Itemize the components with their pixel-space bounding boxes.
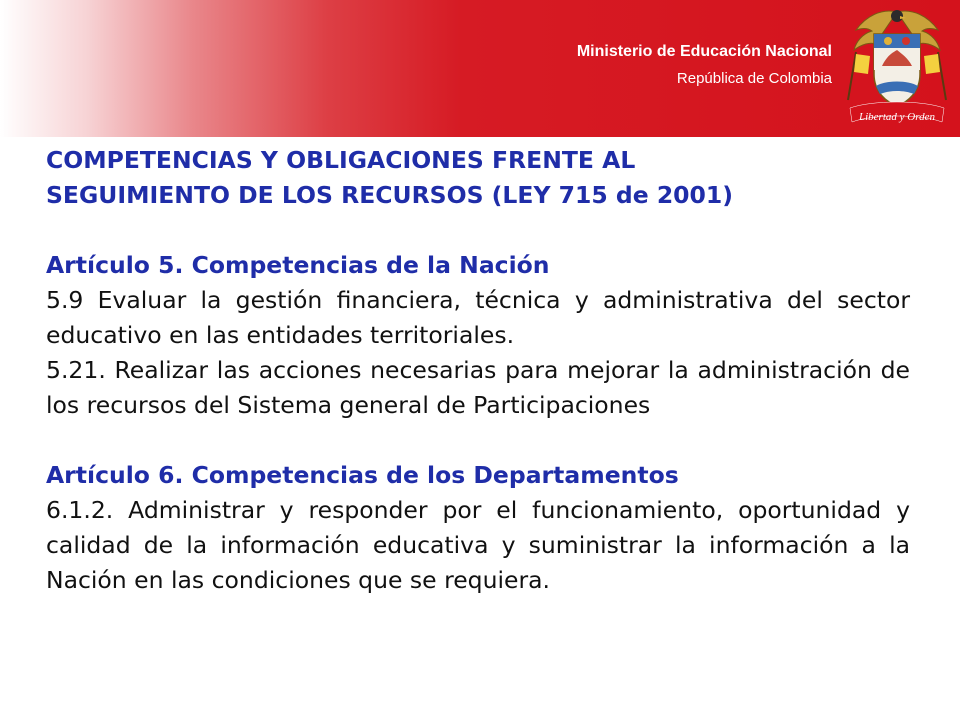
article5-item-5-9: 5.9 Evaluar la gestión financiera, técnica y administrativa del sector educativo en las entidades territoriales. xyxy=(46,286,910,349)
slide-title-line2: SEGUIMIENTO DE LOS RECURSOS (LEY 715 de 2001) xyxy=(46,181,733,209)
article5-item-5-21: 5.21. Realizar las acciones necesarias para mejorar la administración de los recursos del Sistema general de Participaciones xyxy=(46,356,910,419)
article5-heading: Artículo 5. Competencias de la Nación xyxy=(46,251,550,279)
spacer xyxy=(46,213,910,248)
ministry-name: Ministerio de Educación Nacional xyxy=(576,43,832,60)
ministry-subtitle: República de Colombia xyxy=(676,70,832,87)
spacer xyxy=(46,423,910,458)
header-band xyxy=(0,0,960,137)
article6-heading: Artículo 6. Competencias de los Departamentos xyxy=(46,461,679,489)
coat-of-arms-icon xyxy=(842,4,952,134)
seal-motto: Libertad y Orden xyxy=(859,111,935,123)
slide-content xyxy=(46,143,910,598)
slide-title xyxy=(46,143,910,213)
article6-item-6-1-2: 6.1.2. Administrar y responder por el funcionamiento, oportunidad y calidad de la información educativa y suministrar la información a la Nación en las condiciones que se requiera. xyxy=(46,496,910,594)
slide-title-line1: COMPETENCIAS Y OBLIGACIONES FRENTE AL xyxy=(46,146,636,174)
